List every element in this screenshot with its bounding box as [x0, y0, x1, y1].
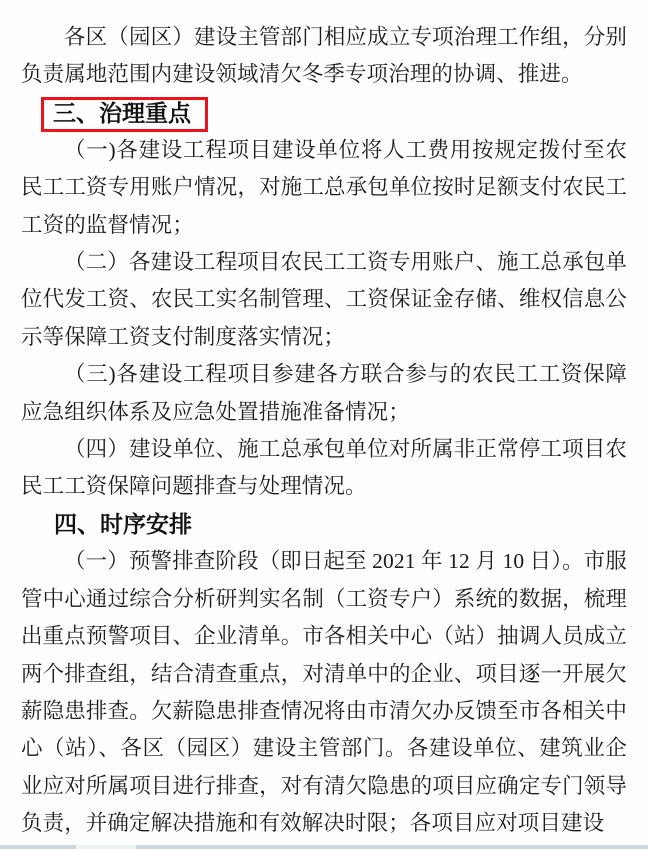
section4-heading: 四、时序安排 — [54, 510, 192, 537]
section3-item-4: （四）建设单位、施工总承包单位对所属非正常停工项目农民工工资保障问题排查与处理情况。 — [21, 437, 627, 499]
section3-item-2: （二）各建设工程项目农民工工资专用账户、施工总承包单位代发工资、农民工实名制管理、工资保证金存储、维权信息公示等保障工资支付制度落实情况； — [21, 250, 627, 349]
next-page-edge-gap — [76, 845, 136, 849]
section3-item-1: （一)各建设工程项目建设单位将人工费用按规定拨付至农民工工资专用账户情况，对施工总承包单位按时足额支付农民工工资的监督情况； — [21, 137, 627, 237]
section3-heading: 三、治理重点 — [53, 99, 191, 126]
section3-item-3: （三)各建设工程项目参建各方联合参与的农民工工资保障应急组织体系及应急处置措施准备情况； — [21, 362, 627, 424]
section3-heading-row — [41, 97, 627, 131]
section3-heading-highlight-box — [41, 97, 208, 132]
intro-paragraph: 各区（园区）建设主管部门相应成立专项治理工作组，分别负责属地范围内建设领域清欠冬季专项治理的协调、推进。 — [21, 25, 627, 87]
next-page-edge — [0, 845, 648, 849]
section4-item-1: （一）预警排查阶段（即日起至 2021 年 12 月 10 日）。市服管中心通过综合分析研判实名制（工资专户）系统的数据，梳理出重点预警项目、企业清单。市各相关中心（站）抽调人员成立两个排查组，结合清查重点，对清单中的企业、项目逐一开展欠薪隐患排查。欠薪隐患排查情况将由市清欠办反馈至市各相关中心（站）、各区（园区）建设主管部门。各建设单位、建筑业企业应对所属项目进行排查，对有清欠隐患的项目应确定专门领导负责，并确定解决措施和有效解决时限；各项目应对项目建设 — [21, 549, 627, 836]
